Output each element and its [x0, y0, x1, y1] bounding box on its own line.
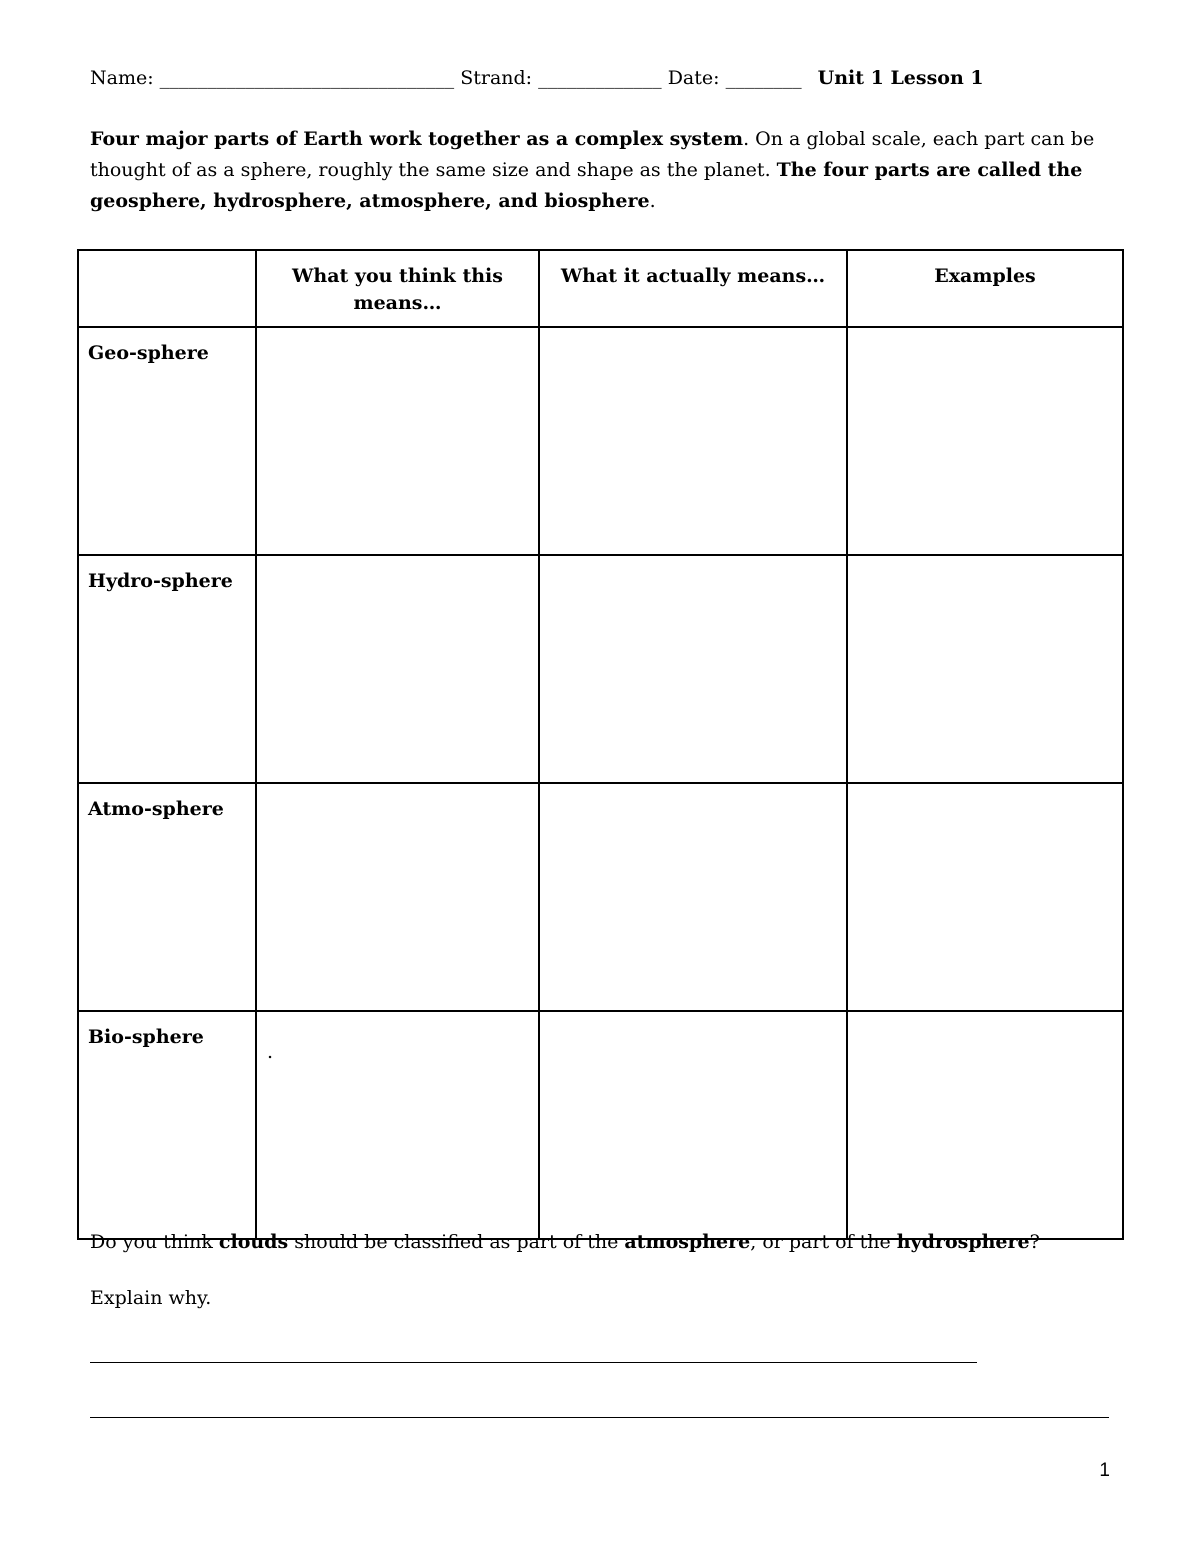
name-blank[interactable]: _______________________________: [159, 67, 455, 89]
question-bold-hydrosphere: hydrosphere: [896, 1231, 1030, 1253]
question-bold-clouds: clouds: [218, 1231, 289, 1253]
table-header-row: [78, 250, 1123, 327]
page-number: 1: [1099, 1460, 1110, 1481]
row-label-atmosphere: Atmo-sphere: [78, 783, 256, 1011]
strand-blank[interactable]: _____________: [538, 67, 662, 89]
intro-paragraph: [90, 124, 1110, 217]
table-row: [78, 1011, 1123, 1239]
answer-cell[interactable]: [847, 327, 1123, 555]
answer-cell[interactable]: [847, 783, 1123, 1011]
question-text-4: ?: [1029, 1231, 1040, 1253]
intro-bold-1: Four major parts of Earth work together as a complex system: [90, 128, 744, 150]
answer-line-1[interactable]: [90, 1362, 977, 1363]
unit-lesson-title: Unit 1 Lesson 1: [817, 67, 984, 89]
strand-label: Strand:: [460, 67, 533, 89]
worksheet-header: [90, 64, 1100, 92]
header-cell-actual: What it actually means…: [539, 250, 847, 327]
intro-bold-2: The four parts are called the geosphere, hydrosphere, atmosphere, and biosphere: [90, 159, 1083, 212]
answer-cell[interactable]: [847, 555, 1123, 783]
spheres-table: [77, 249, 1124, 1240]
question-text-1: Do you think: [90, 1231, 219, 1253]
table-row: [78, 327, 1123, 555]
answer-cell[interactable]: [256, 327, 539, 555]
stray-mark: .: [267, 1041, 274, 1063]
answer-cell[interactable]: [256, 783, 539, 1011]
answer-cell[interactable]: [256, 1011, 539, 1239]
table-row: [78, 783, 1123, 1011]
intro-text-2: .: [649, 190, 656, 212]
intro-text-1: . On a global scale, each part can be thought of as a sphere, roughly the same size and shape as the planet.: [90, 128, 1095, 181]
clouds-question: [90, 1228, 1040, 1256]
date-label: Date:: [667, 67, 720, 89]
answer-line-2[interactable]: [90, 1417, 1109, 1418]
header-cell-examples: Examples: [847, 250, 1123, 327]
row-label-hydrosphere: Hydro-sphere: [78, 555, 256, 783]
explain-prompt: Explain why.: [90, 1287, 212, 1309]
answer-cell[interactable]: [539, 327, 847, 555]
answer-cell[interactable]: [847, 1011, 1123, 1239]
answer-cell[interactable]: [256, 555, 539, 783]
row-label-biosphere: Bio-sphere: [78, 1011, 256, 1239]
row-label-geosphere: Geo-sphere: [78, 327, 256, 555]
date-blank[interactable]: ________: [725, 67, 802, 89]
header-cell-think: What you think this means…: [256, 250, 539, 327]
question-text-2: should be classified as part of the: [288, 1231, 625, 1253]
name-label: Name:: [90, 67, 154, 89]
answer-cell[interactable]: [539, 555, 847, 783]
table-row: [78, 555, 1123, 783]
question-bold-atmosphere: atmosphere: [624, 1231, 751, 1253]
question-text-3: , or part of the: [750, 1231, 897, 1253]
answer-cell[interactable]: [539, 783, 847, 1011]
header-cell-empty: [78, 250, 256, 327]
answer-cell[interactable]: [539, 1011, 847, 1239]
